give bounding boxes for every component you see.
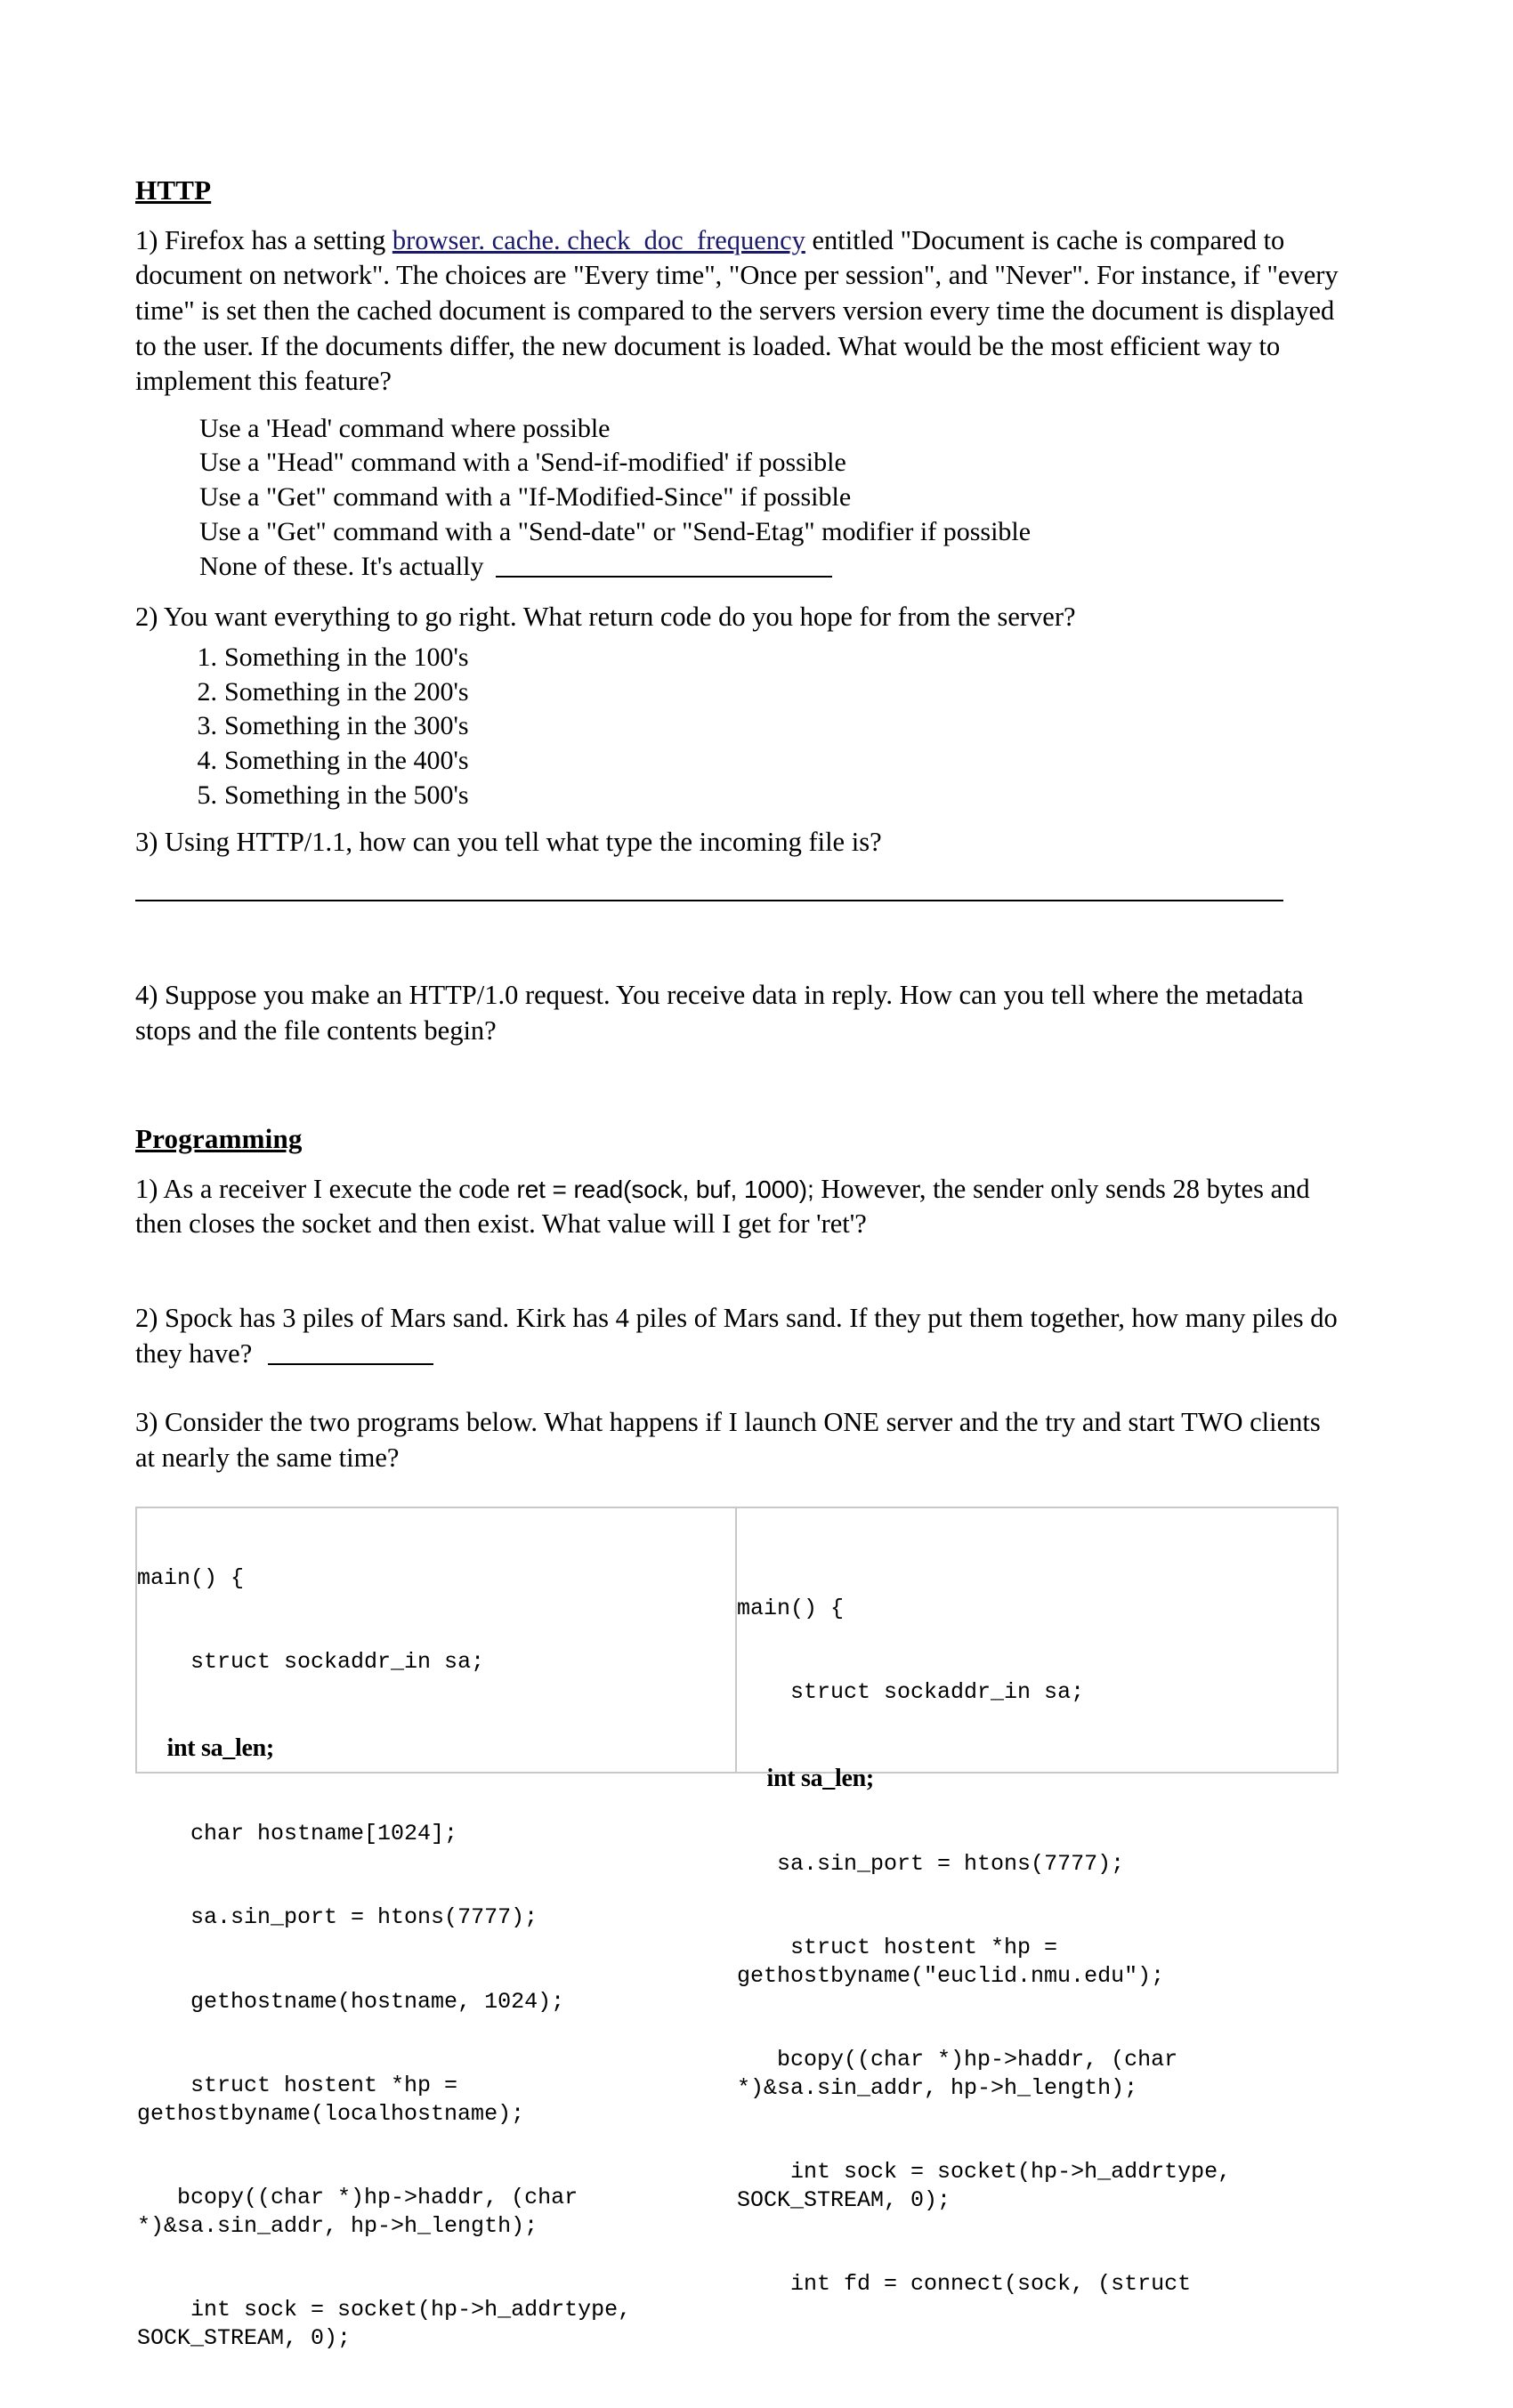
section-heading-programming: Programming [135,1123,303,1155]
code-block-server [137,1508,735,2408]
code-column-server [137,1508,737,2351]
answer-blank-none-of-these[interactable] [496,552,832,578]
code-line: gethostname(hostname, 1024); [137,1988,565,2015]
code-line: sa.sin_port = htons(7777); [737,1850,1125,1877]
question-programming-2-text: 2) Spock has 3 piles of Mars sand. Kirk has 4 piles of Mars sand. If they put them together, how many piles do they have? [135,1303,1338,1369]
spacer [135,901,1346,978]
section-heading-http: HTTP [135,174,212,206]
code-line: int sock = socket(hp->h_addrtype, SOCK_STREAM, 0); [737,2159,1245,2213]
code-line: struct hostent *hp = gethostbyname("euclid.nmu.edu"); [737,1935,1165,1989]
code-line: int fd = connect(sock, (struct [737,2271,1192,2298]
spacer [135,1253,1346,1301]
choice-item-none-of-these[interactable] [199,550,1346,585]
option-item[interactable]: Something in the 500's [224,780,469,810]
question-programming-1-text-before-code: 1) As a receiver I execute the code [135,1173,517,1204]
question-programming-3: 3) Consider the two programs below. What happens if I launch ONE server and the try and start TWO clients at nearly the same time? [135,1407,1321,1473]
code-line: char hostname[1024]; [137,1820,458,1846]
code-line: struct sockaddr_in sa; [737,1679,1085,1706]
question-http-1-text-after-link: entitled "Document is cache is compared to document on network". The choices are "Every time", "Once per session", and "Never". For instance, if "every time" is set then the cached document is compared to the servers version every time the document is displayed to the user. If the documents differ, the new document is loaded. What would be the most efficient way to implement this feature? [135,224,1339,397]
code-line: bcopy((char *)hp->haddr, (char *)&sa.sin_addr, hp->h_length); [737,2047,1192,2101]
option-item[interactable]: Something in the 400's [224,745,469,775]
choice-item[interactable]: Use a "Head" command with a 'Send-if-modified' if possible [199,448,846,478]
spacer [135,1059,1346,1123]
code-block-client [737,1539,1337,2355]
choice-item[interactable]: Use a "Get" command with a "If-Modified-Since" if possible [199,482,852,513]
code-line: bcopy((char *)hp->haddr, (char *)&sa.sin_addr, hp->h_length); [137,2185,592,2239]
question-http-4: 4) Suppose you make an HTTP/1.0 request. You receive data in reply. How can you tell where the metadata stops and the file contents begin? [135,979,1304,1046]
code-line: sa.sin_port = htons(7777); [137,1904,538,1931]
option-item[interactable]: Something in the 200's [224,676,469,707]
code-line: struct hostent *hp = gethostbyname(localhostname); [137,2073,525,2127]
question-http-2: 2) You want everything to go right. What return code do you hope for from the server? [135,602,1076,633]
question-programming-1-text-after-code: However, the sender only sends 28 bytes and then closes the socket and then exist. What value will I get for 'ret'? [135,1173,1310,1240]
code-comparison-table [135,1507,1339,2351]
code-line: int sock = socket(hp->h_addrtype, SOCK_STREAM, 0); [137,2297,645,2351]
question-programming-2 [135,1301,1346,1371]
choice-item[interactable]: Use a 'Head' command where possible [199,413,611,443]
code-column-client [737,1508,1337,2298]
code-line: main() { [137,1564,245,1591]
question-programming-1 [135,1172,1346,1242]
question-http-1-text-before-link: 1) Firefox has a setting [135,224,392,255]
question-http-2-options [135,641,1346,812]
choice-item[interactable]: Use a "Get" command with a "Send-date" or "Send-Etag" modifier if possible [199,516,1032,546]
browser-cache-setting-link[interactable]: browser. cache. check_doc_frequency [392,224,805,255]
question-http-1 [135,223,1346,400]
document-content [135,174,1346,2351]
spacer [135,1382,1346,1405]
inline-code-read-call: ret = read(sock, buf, 1000); [516,1175,814,1203]
option-item[interactable]: Something in the 300's [224,711,469,741]
answer-blank-programming-2[interactable] [268,1338,433,1365]
question-http-1-choices [135,412,1346,584]
code-line-sa-len: int sa_len; [737,1764,874,1792]
code-line: main() { [737,1595,845,1621]
question-http-3: 3) Using HTTP/1.1, how can you tell what type the incoming file is? [135,827,882,858]
option-item[interactable]: Something in the 100's [224,642,469,672]
code-line-sa-len: int sa_len; [137,1733,274,1762]
choice-item-label: None of these. It's actually [199,551,484,581]
code-line: struct sockaddr_in sa; [137,1649,485,1676]
